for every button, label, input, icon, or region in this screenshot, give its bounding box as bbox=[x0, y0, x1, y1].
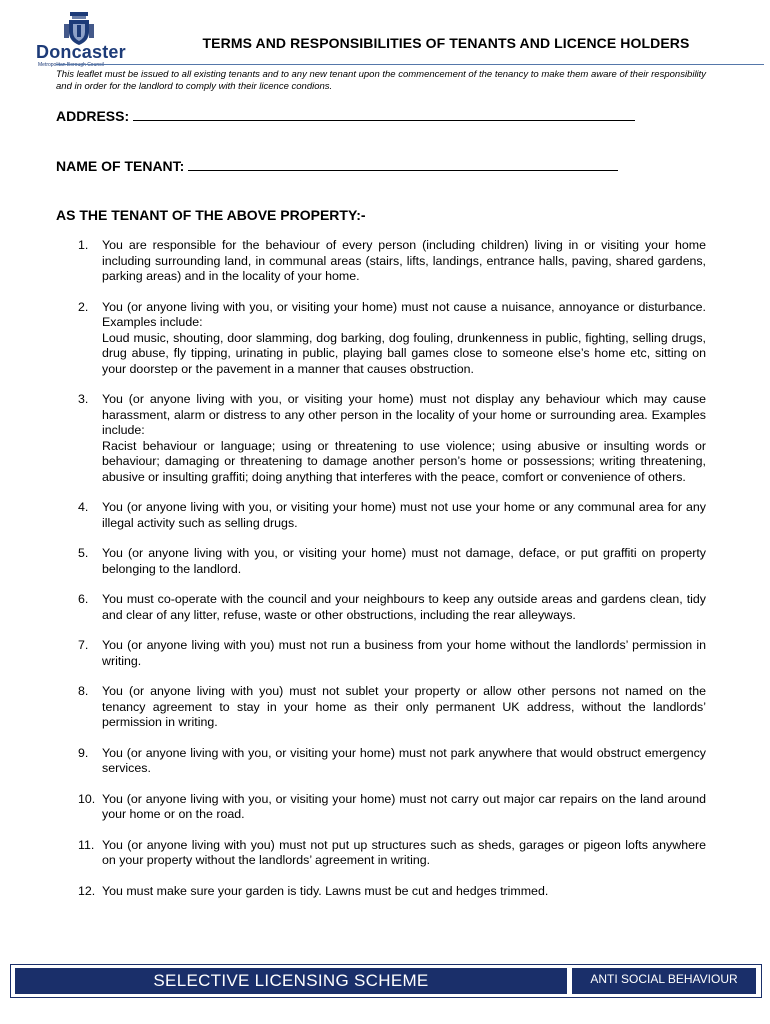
list-item bbox=[56, 392, 706, 485]
item-number: 2. bbox=[78, 299, 89, 314]
item-number: 9. bbox=[78, 745, 89, 760]
footer-section-label: ANTI SOCIAL BEHAVIOUR bbox=[572, 968, 756, 994]
list-item bbox=[56, 300, 706, 378]
list-item bbox=[56, 884, 706, 900]
tenant-name-line[interactable] bbox=[188, 158, 618, 171]
item-detail: Racist behaviour or language; using or threatening to use violence; using abusive or insulting words or behaviour; damaging or threatening to damage another person’s home or possessions; writing threatening, abusive or insulting graffiti; doing anything that interferes with the peace, comfort or convenience of others. bbox=[102, 438, 706, 484]
page-title: TERMS AND RESPONSIBILITIES OF TENANTS AND LICENCE HOLDERS bbox=[202, 35, 690, 51]
item-text: You (or anyone living with you) must not put up structures such as sheds, garages or pigeon lofts anywhere on your property without the landlords’ agreement in writing. bbox=[102, 837, 706, 867]
council-crest-icon bbox=[64, 12, 94, 46]
logo-wordmark: Doncaster bbox=[36, 42, 126, 62]
item-number: 11. bbox=[78, 837, 95, 852]
item-text: You (or anyone living with you, or visiting your home) must not display any behaviour which may cause harassment, alarm or distress to any other person in the locality of your home or surrounding area. Examples include: bbox=[102, 392, 706, 437]
list-item bbox=[56, 592, 706, 623]
list-item bbox=[56, 238, 706, 285]
item-number: 4. bbox=[78, 500, 89, 514]
item-text: You (or anyone living with you, or visiting your home) must not damage, deface, or put graffiti on property belonging to the landlord. bbox=[102, 546, 706, 576]
item-number: 5. bbox=[78, 546, 89, 560]
item-text: You (or anyone living with you, or visiting your home) must not park anywhere that would obstruct emergency services. bbox=[102, 745, 706, 775]
item-text: You (or anyone living with you, or visiting your home) must not cause a nuisance, annoyance or disturbance. Examples include: bbox=[102, 299, 706, 329]
item-number: 6. bbox=[78, 592, 89, 606]
list-item bbox=[56, 500, 706, 531]
list-item bbox=[56, 638, 706, 669]
list-item bbox=[56, 792, 706, 823]
council-logo bbox=[36, 12, 136, 68]
logo-subtitle: Metropolitan Borough Council bbox=[38, 62, 104, 68]
list-item bbox=[56, 838, 706, 869]
tenant-name-label: NAME OF TENANT: bbox=[56, 158, 185, 174]
title-divider bbox=[56, 64, 764, 65]
item-number: 1. bbox=[78, 238, 89, 252]
list-item bbox=[56, 684, 706, 731]
list-item bbox=[56, 546, 706, 577]
address-label: ADDRESS: bbox=[56, 108, 130, 124]
item-number: 7. bbox=[78, 638, 89, 652]
rules-list bbox=[56, 238, 706, 914]
address-field bbox=[56, 108, 635, 124]
item-number: 10. bbox=[78, 791, 96, 806]
item-text: You (or anyone living with you) must not run a business from your home without the landlords’ permission in writing. bbox=[102, 638, 706, 668]
footer-scheme-title: SELECTIVE LICENSING SCHEME bbox=[15, 968, 567, 994]
footer-banner bbox=[10, 964, 762, 998]
item-text: You (or anyone living with you) must not sublet your property or allow other persons not named on the tenancy agreement to stay in your home as their only permanent UK address, without the landlords’ permission in writing. bbox=[102, 684, 706, 729]
item-text: You (or anyone living with you, or visiting your home) must not carry out major car repairs on the land around your home or on the road. bbox=[102, 791, 706, 821]
item-text: You are responsible for the behaviour of every person (including children) living in or visiting your home including surrounding land, in communal areas (stairs, lifts, landings, entrance halls, paving, shared gardens, parking areas) and in the locality of your home. bbox=[102, 238, 706, 283]
address-line[interactable] bbox=[133, 108, 635, 121]
section-heading: AS THE TENANT OF THE ABOVE PROPERTY:- bbox=[56, 207, 366, 223]
item-text: You must co-operate with the council and your neighbours to keep any outside areas and gardens clean, tidy and clear of any litter, refuse, waste or other obstructions, including the rear alleyways. bbox=[102, 592, 706, 622]
item-number: 8. bbox=[78, 684, 89, 698]
item-number: 12. bbox=[78, 883, 96, 898]
tenant-name-field bbox=[56, 158, 618, 174]
item-detail: Loud music, shouting, door slamming, dog barking, dog fouling, drunkenness in public, fighting, selling drugs, drug abuse, fly tipping, urinating in public, playing ball games close to someone else’s home etc, sitting on your doorstep or the pavement in a manner that causes obstruction. bbox=[102, 330, 706, 376]
list-item bbox=[56, 746, 706, 777]
item-number: 3. bbox=[78, 392, 89, 406]
intro-text: This leaflet must be issued to all existing tenants and to any new tenant upon the commencement of the tenancy to make them aware of their responsibility and in order for the landlord to comply with their licence condions. bbox=[56, 69, 707, 92]
item-text: You must make sure your garden is tidy. Lawns must be cut and hedges trimmed. bbox=[102, 883, 549, 898]
item-text: You (or anyone living with you, or visiting your home) must not use your home or any communal area for any illegal activity such as selling drugs. bbox=[102, 500, 706, 530]
